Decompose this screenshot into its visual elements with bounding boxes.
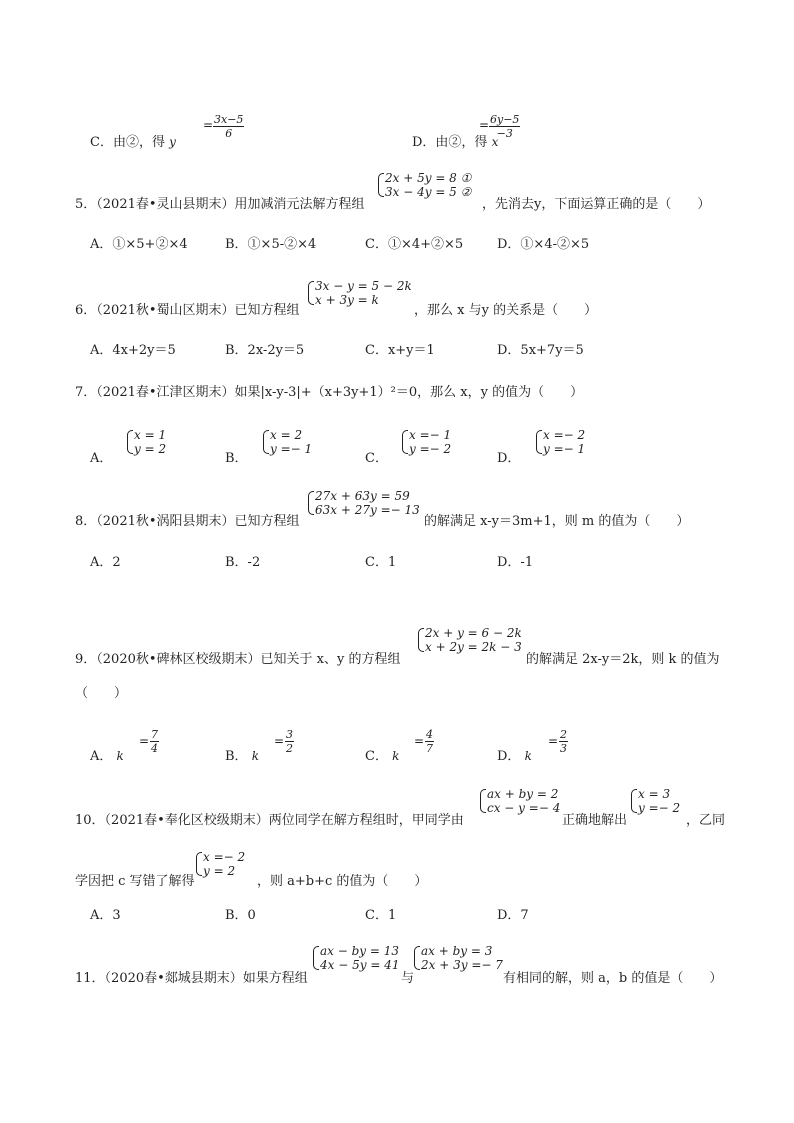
q10-line2-post: ，则 a+b+c 的值为（ ） [257, 874, 428, 889]
q11-equation-system-1 [312, 944, 399, 972]
q9-option-c-numerator: 4 [426, 728, 433, 741]
q9-equation-1: 2x + y = 6 − 2k [425, 626, 522, 640]
q9-equation-2: x + 2y = 2k − 3 [425, 640, 522, 654]
q7-option-c-label[interactable]: C． [365, 451, 388, 466]
q6-stem-post: ，那么 x 与y 的关系是（ ） [414, 303, 598, 318]
q9-option-a[interactable] [90, 748, 124, 765]
q4-option-c-denominator: 6 [225, 127, 233, 140]
q4-option-c[interactable] [90, 134, 176, 151]
q4-option-c-var: y [169, 135, 176, 149]
q8-option-a[interactable]: A．2 [90, 555, 121, 570]
q4-option-c-label: C．由②，得 [90, 135, 165, 150]
q9-stem-post: 的解满足 2x-y＝2k，则 k 的值为 [526, 652, 720, 667]
q10-option-a[interactable]: A．3 [90, 908, 121, 923]
q11-stem-mid: 与 [401, 971, 415, 986]
q6-equation-2: x + 3y = k [315, 293, 379, 307]
q4-option-d-equals: = [479, 118, 490, 132]
q11-stem-pre: 11．（2020春•郯城县期末）如果方程组 [75, 971, 308, 986]
q9-option-b-equals: = [274, 734, 285, 748]
q7-option-d-eq-1: x =− 2 [543, 428, 586, 442]
q7-option-c-eq-1: x =− 1 [409, 428, 452, 442]
q10-wrong-solution-2: y = 2 [203, 864, 236, 878]
q9-option-d-fraction [559, 728, 568, 755]
q6-stem-pre: 6．（2021秋•蜀山区期末）已知方程组 [75, 303, 300, 318]
q9-option-a-numerator: 7 [151, 728, 158, 741]
q10-wrong-solution-system [195, 850, 245, 878]
q4-option-c-fraction [213, 113, 244, 140]
q7-option-a-eq-1: x = 1 [134, 428, 167, 442]
q10-option-c[interactable]: C．1 [365, 908, 397, 923]
q8-equation-1: 27x + 63y = 59 [315, 489, 410, 503]
q10-option-b[interactable]: B．0 [225, 908, 256, 923]
q11-equation-2: 4x − 5y = 41 [320, 958, 400, 972]
q7-option-d-system[interactable] [535, 428, 585, 456]
q10-equation-1: ax + by = 2 [487, 787, 559, 801]
q7-option-c-system[interactable] [401, 428, 451, 456]
q7-option-b-eq-2: y =− 1 [270, 442, 313, 456]
q9-stem-line2: （ ） [75, 686, 128, 701]
q5-equation-system [377, 171, 471, 199]
q9-stem-pre: 9．（2020秋•碑林区校级期末）已知关于 x、y 的方程组 [75, 652, 401, 667]
q9-option-a-label: A． [90, 749, 113, 764]
q9-option-d-equals: = [548, 734, 559, 748]
q7-option-d-label[interactable]: D． [497, 451, 521, 466]
q4-option-d-var: x [491, 135, 499, 149]
q8-option-c[interactable]: C．1 [365, 555, 397, 570]
q4-option-d-numerator: 6y−5 [490, 113, 520, 126]
q9-equation-system [417, 626, 522, 654]
q10-stem-pre: 10．（2021春•奉化区校级期末）两位同学在解方程组时，甲同学由 [75, 813, 464, 828]
q9-option-c-label: C． [365, 749, 388, 764]
q9-option-d-numerator: 2 [560, 728, 567, 741]
q5-option-a[interactable]: A．①×5+②×4 [90, 237, 188, 252]
q7-option-a-eq-2: y = 2 [134, 442, 167, 456]
q9-option-b-var: k [251, 749, 259, 763]
q7-option-c-eq-2: y =− 2 [409, 442, 452, 456]
q8-stem-pre: 8．（2021秋•涡阳县期末）已知方程组 [75, 514, 300, 529]
q7-option-b-system[interactable] [262, 428, 312, 456]
q5-stem-post: ，先消去y，下面运算正确的是（ ） [482, 197, 711, 212]
q9-option-d-label: D． [497, 749, 521, 764]
q5-equation-2: 3x − 4y = 5 ② [385, 185, 472, 199]
q9-option-a-fraction [150, 728, 159, 755]
q5-option-b[interactable]: B．①×5-②×4 [225, 237, 317, 252]
q10-equation-2: cx − y =− 4 [487, 801, 561, 815]
q4-option-d-denominator: −3 [496, 127, 513, 140]
q10-line2-pre: 学因把 c 写错了解得 [75, 874, 195, 889]
q9-option-c-denominator: 7 [426, 742, 433, 755]
q7-option-b-label[interactable]: B． [225, 451, 248, 466]
q4-option-d[interactable] [412, 134, 498, 151]
q9-option-d-var: k [524, 749, 532, 763]
q5-equation-1: 2x + 5y = 8 ① [385, 171, 472, 185]
q10-solution-system [630, 787, 680, 815]
q9-option-b-denominator: 2 [286, 742, 293, 755]
q9-option-b-label: B． [225, 749, 248, 764]
q9-option-c[interactable] [365, 748, 399, 765]
q6-option-a[interactable]: A．4x+2y＝5 [90, 343, 176, 358]
q9-option-c-fraction [425, 728, 434, 755]
q7-stem: 7．（2021春•江津区期末）如果|x-y-3|+（x+3y+1）²＝0，那么 x，y 的值为（ ） [75, 385, 584, 400]
q9-option-b[interactable] [225, 748, 259, 765]
q11-equation-system-2 [413, 944, 503, 972]
q11-equation-3: ax + by = 3 [421, 944, 493, 958]
q8-equation-2: 63x + 27y =− 13 [315, 503, 420, 517]
q5-option-d[interactable]: D．①×4-②×5 [497, 237, 590, 252]
q8-equation-system [307, 489, 420, 517]
q10-wrong-solution-1: x =− 2 [203, 850, 246, 864]
q11-equation-4: 2x + 3y =− 7 [421, 958, 503, 972]
q7-option-a-system[interactable] [126, 428, 166, 456]
q11-equation-1: ax − by = 13 [320, 944, 400, 958]
q10-stem-mid: 正确地解出 [562, 813, 628, 828]
q8-stem-post: 的解满足 x-y＝3m+1，则 m 的值为（ ） [424, 514, 690, 529]
q8-option-b[interactable]: B．-2 [225, 555, 261, 570]
q6-equation-1: 3x − y = 5 − 2k [315, 279, 412, 293]
q10-solution-1: x = 3 [638, 787, 671, 801]
q9-option-c-var: k [392, 749, 400, 763]
q6-equation-system [307, 279, 412, 307]
q9-option-a-var: k [116, 749, 124, 763]
q8-option-d[interactable]: D．-1 [497, 555, 534, 570]
q7-option-a-label[interactable]: A． [90, 451, 113, 466]
q9-option-a-equals: = [139, 734, 150, 748]
q9-option-d[interactable] [497, 748, 532, 765]
q5-option-c[interactable]: C．①×4+②×5 [365, 237, 464, 252]
q10-option-d[interactable]: D．7 [497, 908, 529, 923]
q9-option-b-fraction [285, 728, 294, 755]
q4-option-c-equals: = [203, 118, 214, 132]
q10-equation-system [479, 787, 560, 815]
q9-option-c-equals: = [414, 734, 425, 748]
q7-option-b-eq-1: x = 2 [270, 428, 303, 442]
q11-stem-post: 有相同的解，则 a，b 的值是（ ） [503, 971, 723, 986]
q4-option-d-fraction [489, 113, 520, 140]
q9-option-d-denominator: 3 [560, 742, 567, 755]
q6-option-b[interactable]: B．2x-2y＝5 [225, 343, 305, 358]
q10-stem-post: ，乙同 [686, 813, 726, 828]
q7-option-d-eq-2: y =− 1 [543, 442, 586, 456]
q6-option-d[interactable]: D．5x+7y＝5 [497, 343, 584, 358]
q9-option-b-numerator: 3 [286, 728, 293, 741]
q6-option-c[interactable]: C．x+y＝1 [365, 343, 435, 358]
q5-stem-pre: 5．（2021春•灵山县期末）用加减消元法解方程组 [75, 197, 365, 212]
q10-solution-2: y =− 2 [638, 801, 681, 815]
q4-option-c-numerator: 3x−5 [214, 113, 244, 126]
q4-option-d-label: D．由②，得 [412, 135, 488, 150]
q9-option-a-denominator: 4 [151, 742, 158, 755]
